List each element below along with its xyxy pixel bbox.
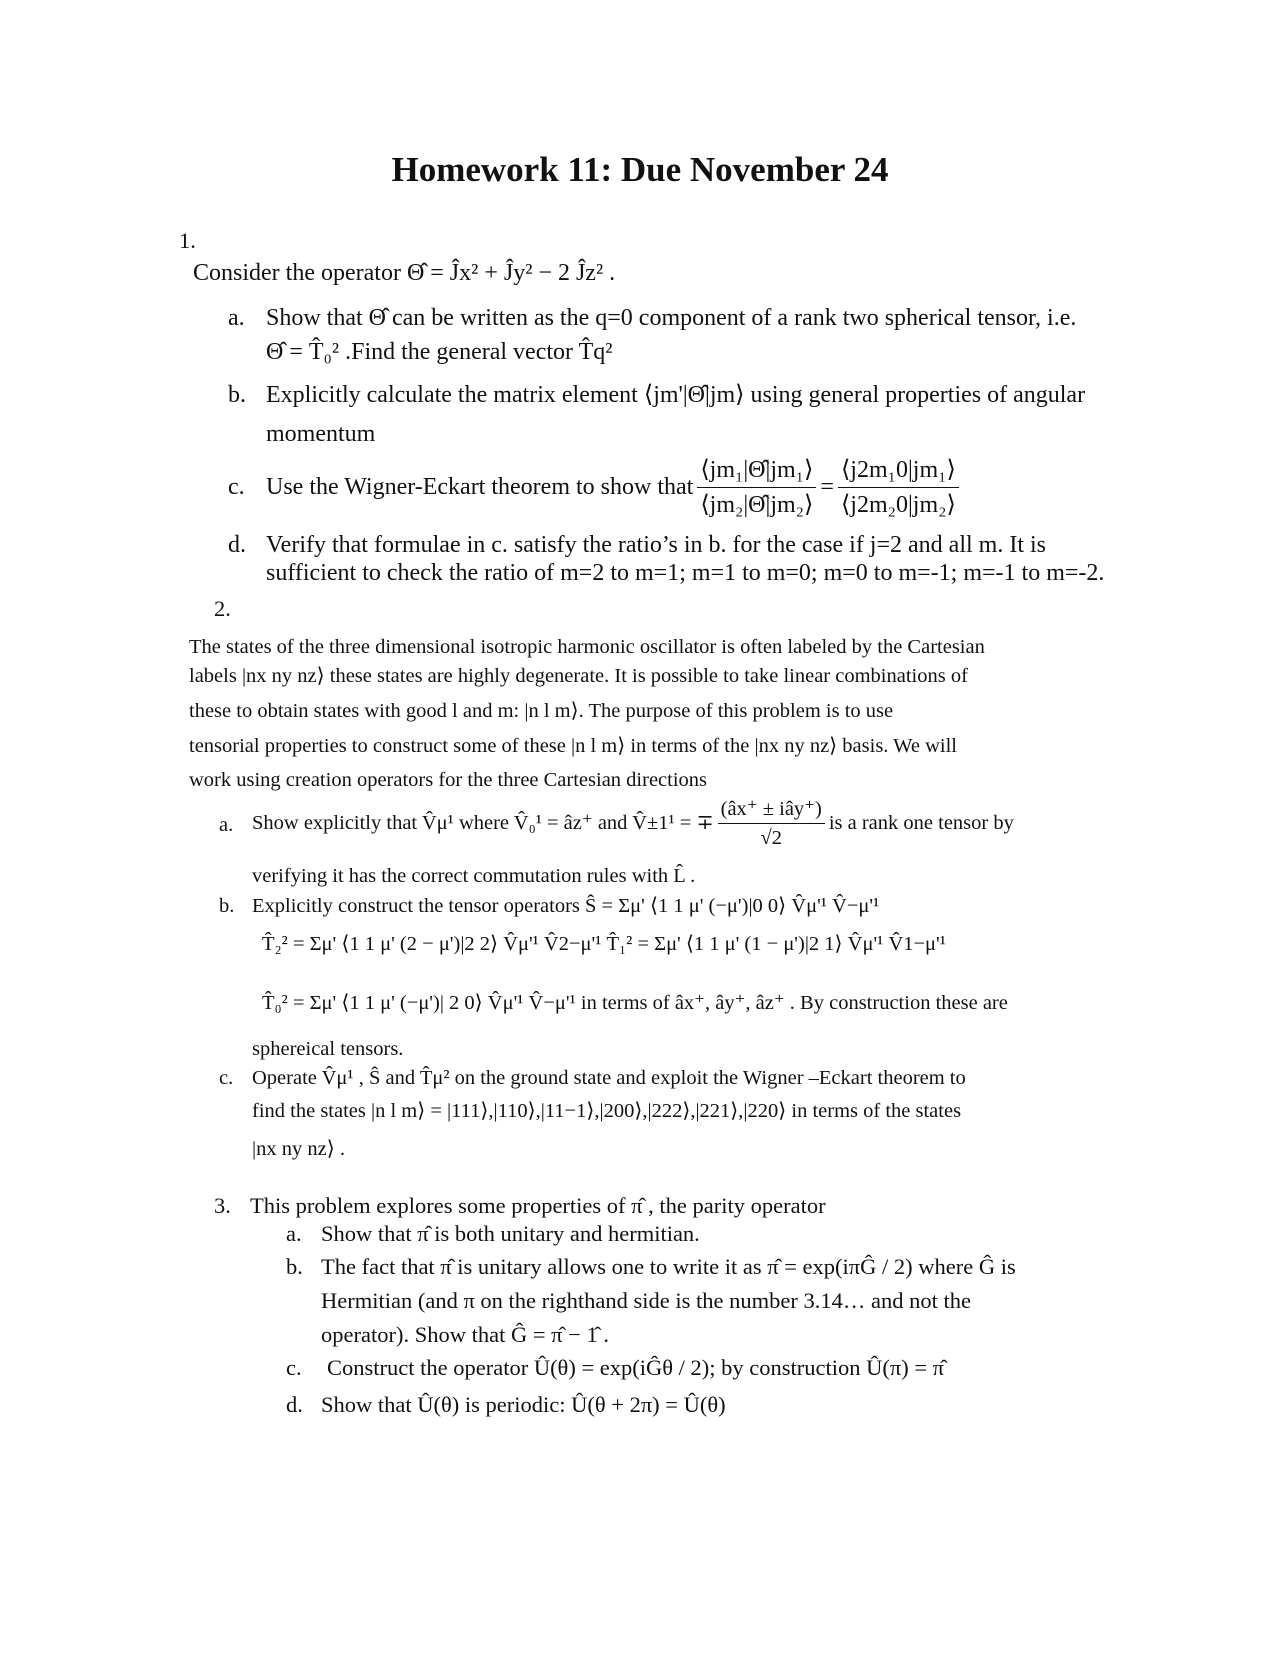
problem-2c-line-1: Operate V̂μ¹ , Ŝ and T̂μ² on the ground state and exploit the Wigner –Eckart theorem to	[252, 1067, 966, 1089]
problem-1c-label: c.	[228, 474, 245, 500]
problem-1a-line-1: Show that Θ̂ can be written as the q=0 component of a rank two spherical tensor, i.e.	[266, 305, 1077, 331]
problem-3d-text: Show that Û(θ) is periodic: Û(θ + 2π) = Û(θ)	[321, 1392, 726, 1417]
problem-2b-label: b.	[219, 895, 235, 917]
problem-2-intro-4: tensorial properties to construct some of these |n l m⟩ in terms of the |nx ny nz⟩ basis. We will	[189, 735, 957, 757]
problem-2a-fraction	[718, 795, 825, 852]
problem-1-number: 1.	[179, 228, 196, 253]
problem-2-intro-3: these to obtain states with good l and m: |n l m⟩. The purpose of this problem is to use	[189, 700, 894, 722]
problem-2b-line-1: Explicitly construct the tensor operators Ŝ = Σμ' ⟨1 1 μ' (−μ')|0 0⟩ V̂μ'¹ V̂−μ'¹	[252, 895, 880, 917]
problem-3b-label: b.	[286, 1254, 303, 1279]
problem-1d-line-2: sufficient to check the ratio of m=2 to m=1; m=1 to m=0; m=0 to m=-1; m=-1 to m=-2.	[266, 560, 1105, 586]
problem-1c-lhs-denominator: ⟨jm₂|Θ̂|jm₂⟩	[700, 491, 814, 518]
problem-1c-rhs-denominator: ⟨j2m₂0|jm₂⟩	[840, 491, 956, 518]
problem-1c-lhs-numerator: ⟨jm₁|Θ̂|jm₁⟩	[697, 453, 816, 488]
problem-3b-line-1: The fact that π̂ is unitary allows one to write it as π̂ = exp(iπĜ / 2) where Ĝ is	[321, 1254, 1016, 1279]
problem-2a-denominator: √2	[760, 826, 782, 849]
problem-1a-label: a.	[228, 305, 245, 331]
problem-1c-rhs-numerator: ⟨j2m₁0|jm₁⟩	[838, 453, 959, 488]
problem-1d-line-1: Verify that formulae in c. satisfy the ratio’s in b. for the case if j=2 and all m. It is	[266, 532, 1046, 558]
problem-2c-line-2: find the states |n l m⟩ = |111⟩,|110⟩,|11−1⟩,|200⟩,|222⟩,|221⟩,|220⟩ in terms of the states	[252, 1100, 962, 1122]
page-title: Homework 11: Due November 24	[391, 150, 889, 189]
problem-2-intro-2: labels |nx ny nz⟩ these states are highly degenerate. It is possible to take linear combinations of	[189, 665, 968, 687]
problem-1c-text: Use the Wigner-Eckart theorem to show that	[266, 474, 694, 500]
problem-1c-statement	[266, 452, 963, 522]
problem-2-number: 2.	[214, 596, 231, 621]
problem-2a-statement	[252, 790, 1014, 856]
problem-1c-lhs-fraction	[697, 453, 816, 522]
problem-2b-line-2: T̂₂² = Σμ' ⟨1 1 μ' (2 − μ')|2 2⟩ V̂μ'¹ V̂2−μ'¹ T̂₁² = Σμ' ⟨1 1 μ' (1 − μ')|2 1⟩ V̂μ'¹ V̂1−μ'¹	[262, 933, 946, 955]
problem-3c-text: Construct the operator Û(θ) = exp(iĜθ / 2); by construction Û(π) = π̂	[327, 1355, 945, 1380]
problem-3-number: 3.	[214, 1193, 231, 1218]
problem-3c-label: c.	[286, 1355, 302, 1380]
problem-1c-equals: =	[820, 474, 834, 500]
problem-2a-line-2: verifying it has the correct commutation rules with L̂ .	[252, 865, 696, 887]
problem-3b-line-2: Hermitian (and π on the righthand side is the number 3.14… and not the	[321, 1288, 971, 1313]
problem-1d-label: d.	[228, 532, 246, 558]
problem-1b-line-2: momentum	[266, 421, 376, 447]
problem-2a-text-end: is a rank one tensor by	[828, 812, 1014, 834]
problem-2-intro-1: The states of the three dimensional isotropic harmonic oscillator is often labeled by the Cartesian	[189, 636, 985, 658]
problem-1-intro: Consider the operator Θ̂ = Ĵx² + Ĵy² − 2 Ĵz² .	[193, 260, 616, 286]
problem-2b-line-4: sphereical tensors.	[252, 1038, 404, 1060]
problem-2a-numerator: (âx⁺ ± iây⁺)	[718, 795, 825, 824]
problem-3b-line-3: operator). Show that Ĝ = π̂ − 1̂ .	[321, 1322, 609, 1347]
problem-1a-line-2: Θ̂ = T̂₀² .Find the general vector T̂q²	[266, 339, 613, 365]
problem-2b-line-3: T̂₀² = Σμ' ⟨1 1 μ' (−μ')| 2 0⟩ V̂μ'¹ V̂−μ'¹ in terms of âx⁺, ây⁺, âz⁺ . By construction these are	[262, 992, 1008, 1014]
problem-1b-line-1: Explicitly calculate the matrix element ⟨jm'|Θ̂|jm⟩ using general properties of angular	[266, 382, 1086, 408]
problem-2a-text: Show explicitly that V̂μ¹ where V̂₀¹ = âz⁺ and V̂±1¹ = ∓	[252, 812, 714, 834]
problem-3d-label: d.	[286, 1392, 303, 1417]
problem-1b-label: b.	[228, 382, 246, 408]
problem-3a-text: Show that π̂ is both unitary and hermitian.	[321, 1221, 700, 1246]
problem-2c-label: c.	[219, 1067, 234, 1089]
problem-3a-label: a.	[286, 1221, 302, 1246]
problem-3-intro: This problem explores some properties of π̂ , the parity operator	[250, 1193, 826, 1218]
problem-2c-line-3: |nx ny nz⟩ .	[252, 1138, 345, 1160]
problem-2-intro-5: work using creation operators for the three Cartesian directions	[189, 769, 708, 791]
problem-1c-rhs-fraction	[838, 453, 959, 522]
problem-2a-label: a.	[219, 814, 234, 836]
